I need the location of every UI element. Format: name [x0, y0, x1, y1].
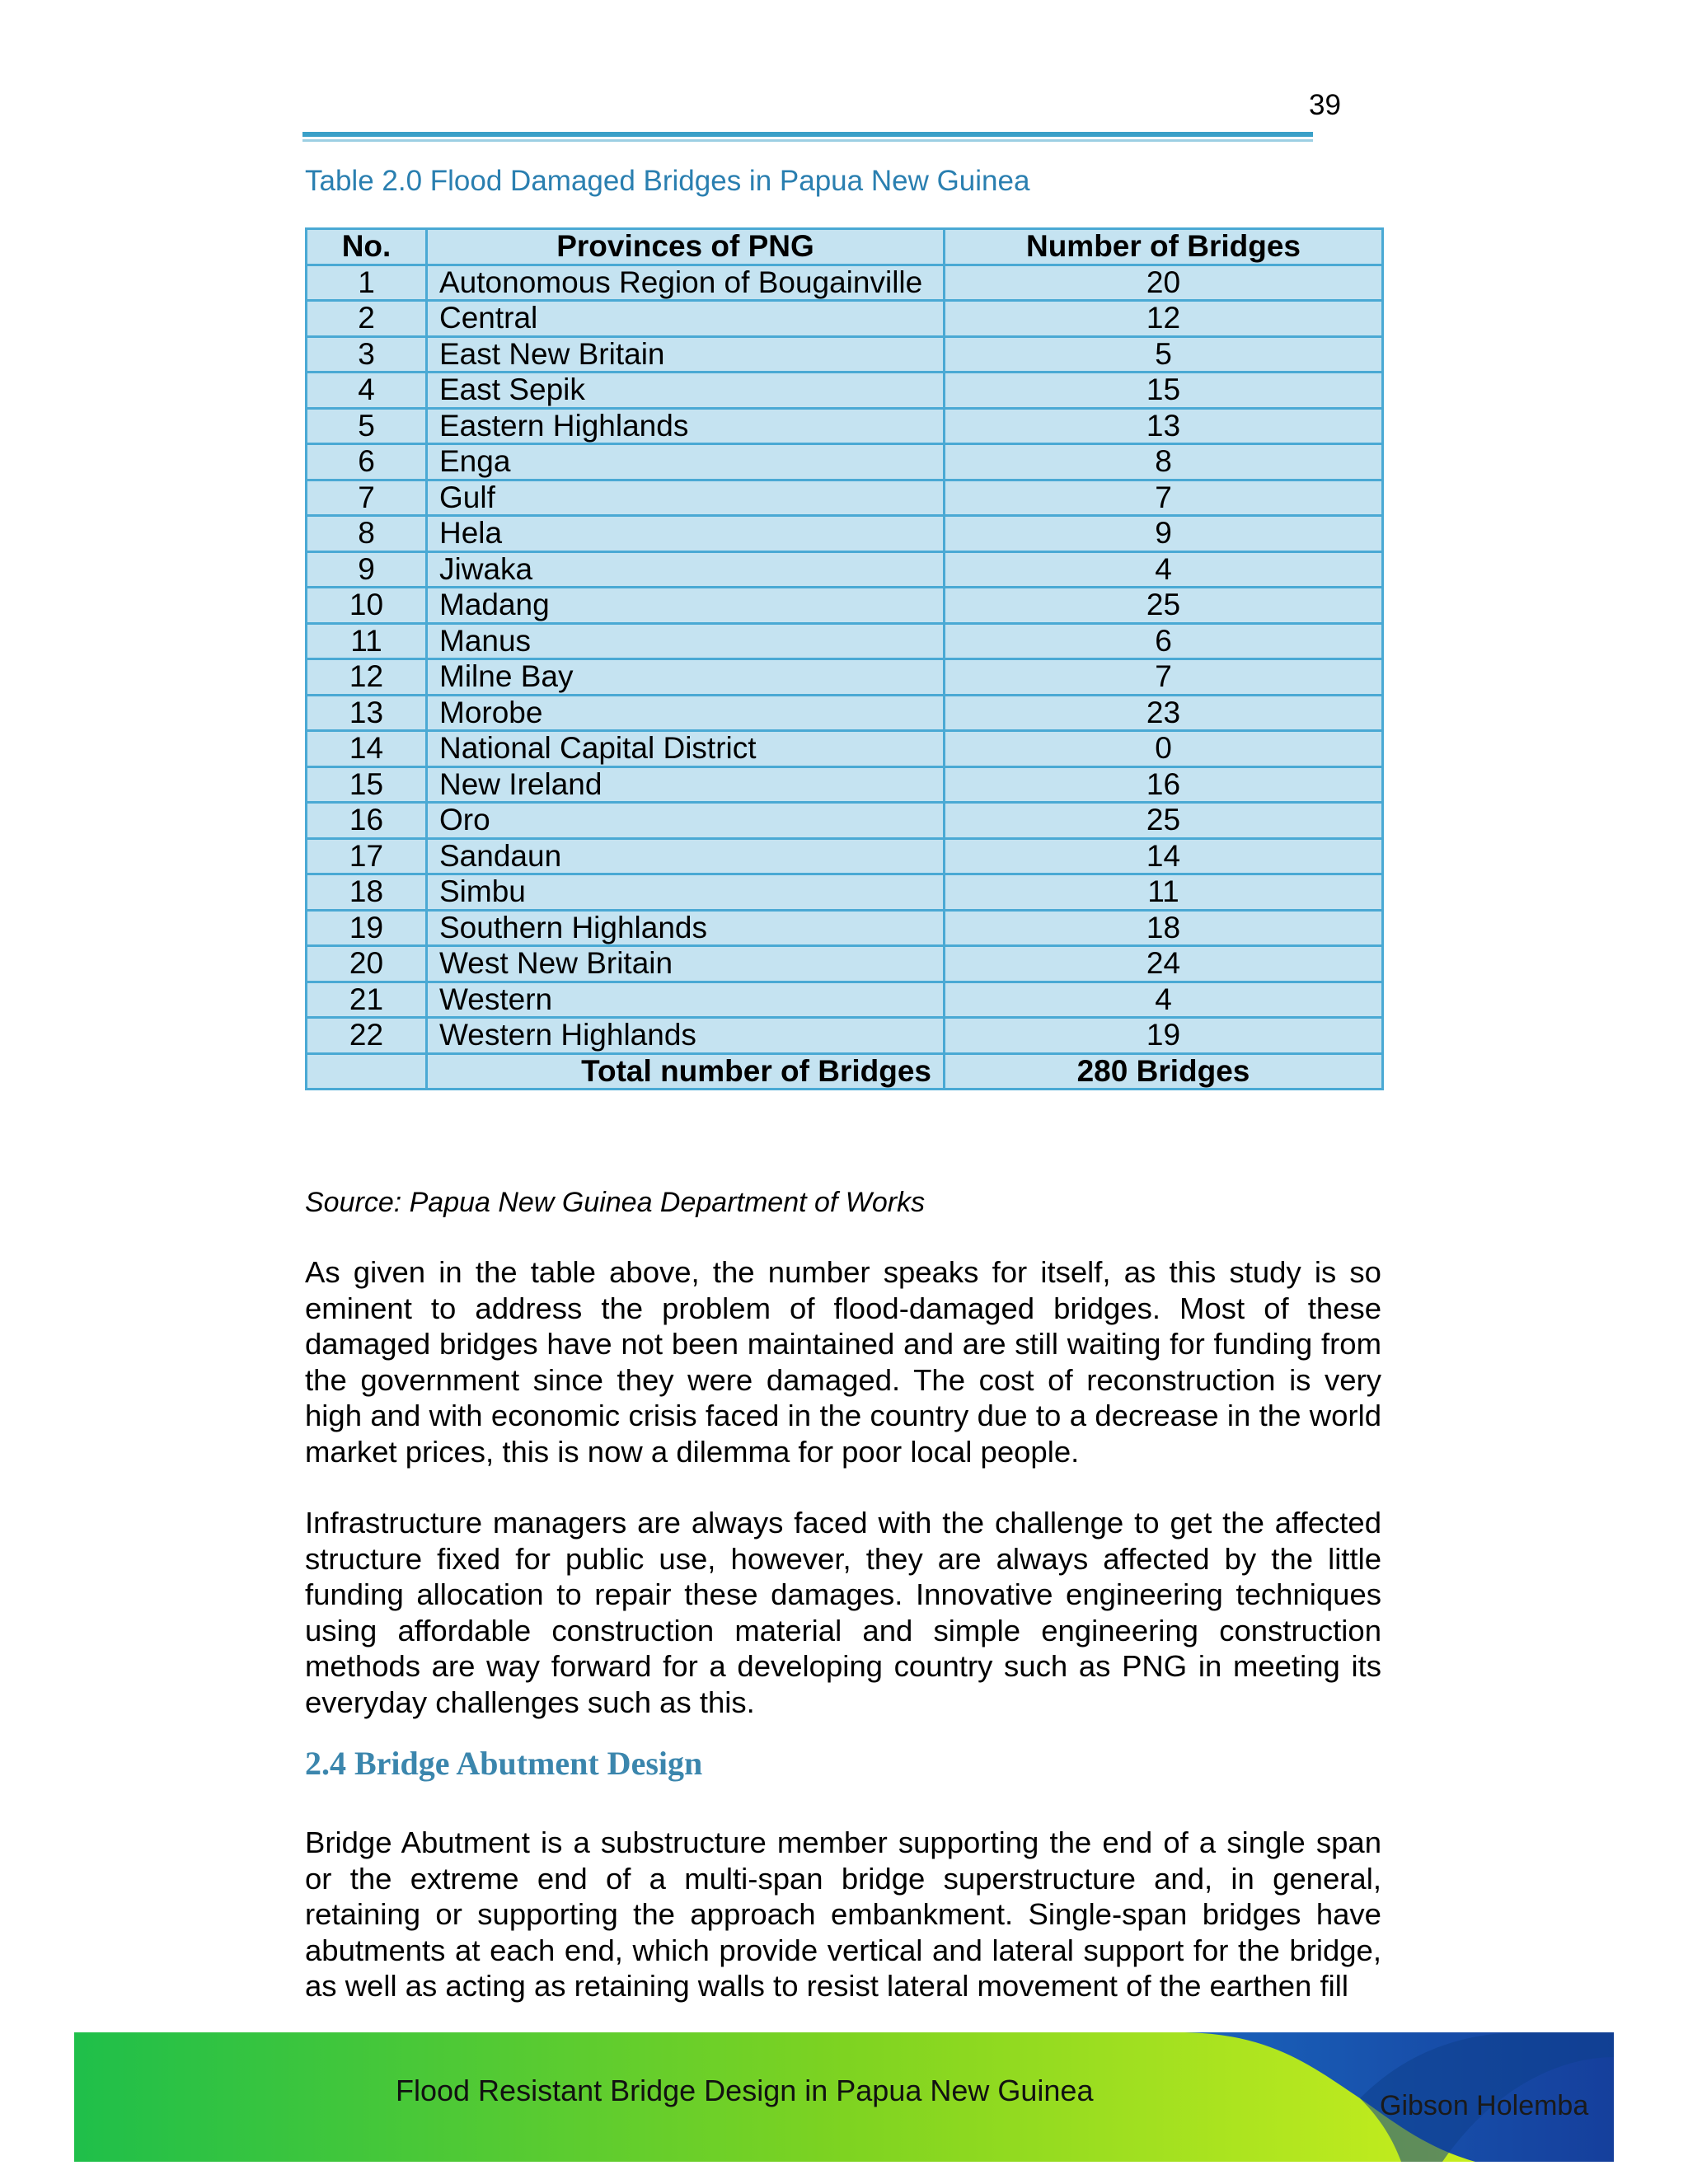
row-bridge-count: 14	[945, 838, 1383, 874]
table-row	[307, 551, 1383, 588]
row-number: 14	[307, 731, 427, 767]
footer-title: Flood Resistant Bridge Design in Papua New Guinea	[396, 2074, 1094, 2107]
row-bridge-count: 7	[945, 659, 1383, 696]
row-bridge-count: 13	[945, 408, 1383, 444]
row-number: 19	[307, 910, 427, 946]
row-number: 7	[307, 480, 427, 516]
table-row	[307, 803, 1383, 839]
row-province: Western Highlands	[427, 1018, 945, 1054]
row-bridge-count: 4	[945, 551, 1383, 588]
row-province: Western	[427, 982, 945, 1018]
row-bridge-count: 15	[945, 373, 1383, 409]
row-number: 10	[307, 588, 427, 624]
table-row	[307, 336, 1383, 373]
header-rule	[302, 132, 1313, 142]
table-row	[307, 373, 1383, 409]
row-number: 9	[307, 551, 427, 588]
body-paragraph-3: Bridge Abutment is a substructure member supporting the end of a single span or the extreme end of a multi-span bridge superstructure and, in general, retaining or supporting the approach embankment. Single-span bridges have abutments at each end, which provide vertical and lateral support for the bridge, as well as acting as retaining walls to resist lateral movement of the earthen fill	[305, 1825, 1381, 2003]
table-row	[307, 588, 1383, 624]
table-body	[307, 265, 1383, 1053]
row-province: National Capital District	[427, 731, 945, 767]
table-row	[307, 516, 1383, 552]
table-row	[307, 444, 1383, 480]
row-bridge-count: 7	[945, 480, 1383, 516]
row-province: Jiwaka	[427, 551, 945, 588]
table-row	[307, 265, 1383, 301]
table-caption: Table 2.0 Flood Damaged Bridges in Papua New Guinea	[305, 165, 1030, 197]
row-number: 13	[307, 695, 427, 731]
row-number: 16	[307, 803, 427, 839]
body-paragraph-1: As given in the table above, the number speaks for itself, as this study is so eminent to address the problem of flood-damaged bridges. Most of these damaged bridges have not been maintained and are still waiting for funding from the government since they were damaged. The cost of reconstruction is very high and with economic crisis faced in the country due to a decrease in the world market prices, this is now a dilemma for poor local people.	[305, 1255, 1381, 1469]
row-number: 20	[307, 946, 427, 982]
row-bridge-count: 20	[945, 265, 1383, 301]
row-bridge-count: 4	[945, 982, 1383, 1018]
row-number: 18	[307, 874, 427, 911]
row-number: 22	[307, 1018, 427, 1054]
table-row	[307, 480, 1383, 516]
row-province: Simbu	[427, 874, 945, 911]
row-bridge-count: 23	[945, 695, 1383, 731]
row-bridge-count: 19	[945, 1018, 1383, 1054]
column-header-no: No.	[307, 229, 427, 265]
row-province: New Ireland	[427, 766, 945, 803]
column-header-count: Number of Bridges	[945, 229, 1383, 265]
row-bridge-count: 6	[945, 623, 1383, 659]
section-heading: 2.4 Bridge Abutment Design	[305, 1745, 703, 1782]
row-province: Eastern Highlands	[427, 408, 945, 444]
row-province: East New Britain	[427, 336, 945, 373]
table-header-row	[307, 229, 1383, 265]
row-province: Autonomous Region of Bougainville	[427, 265, 945, 301]
page-number: 39	[1309, 89, 1341, 121]
table-source-note: Source: Papua New Guinea Department of Works	[305, 1187, 926, 1218]
table-row	[307, 695, 1383, 731]
table-row	[307, 623, 1383, 659]
row-province: Manus	[427, 623, 945, 659]
row-number: 5	[307, 408, 427, 444]
row-number: 2	[307, 301, 427, 337]
total-label: Total number of Bridges	[427, 1053, 945, 1090]
table-row	[307, 301, 1383, 337]
table-row	[307, 659, 1383, 696]
bridges-table	[305, 227, 1384, 1090]
total-empty-cell	[307, 1053, 427, 1090]
row-bridge-count: 16	[945, 766, 1383, 803]
row-province: West New Britain	[427, 946, 945, 982]
row-number: 12	[307, 659, 427, 696]
row-number: 21	[307, 982, 427, 1018]
table-row	[307, 982, 1383, 1018]
row-province: Morobe	[427, 695, 945, 731]
column-header-province: Provinces of PNG	[427, 229, 945, 265]
row-bridge-count: 9	[945, 516, 1383, 552]
row-province: Central	[427, 301, 945, 337]
table-total-row	[307, 1053, 1383, 1090]
row-province: Milne Bay	[427, 659, 945, 696]
row-number: 11	[307, 623, 427, 659]
table-row	[307, 1018, 1383, 1054]
row-number: 3	[307, 336, 427, 373]
row-province: Madang	[427, 588, 945, 624]
row-province: Gulf	[427, 480, 945, 516]
row-number: 17	[307, 838, 427, 874]
row-number: 4	[307, 373, 427, 409]
row-province: Oro	[427, 803, 945, 839]
row-province: Hela	[427, 516, 945, 552]
total-value: 280 Bridges	[945, 1053, 1383, 1090]
table-row	[307, 408, 1383, 444]
row-number: 1	[307, 265, 427, 301]
row-province: East Sepik	[427, 373, 945, 409]
row-number: 8	[307, 516, 427, 552]
row-bridge-count: 0	[945, 731, 1383, 767]
row-province: Southern Highlands	[427, 910, 945, 946]
row-bridge-count: 24	[945, 946, 1383, 982]
table-row	[307, 910, 1383, 946]
footer-author: Gibson Holemba	[1380, 2090, 1589, 2121]
row-number: 6	[307, 444, 427, 480]
row-bridge-count: 5	[945, 336, 1383, 373]
row-bridge-count: 11	[945, 874, 1383, 911]
body-paragraph-2: Infrastructure managers are always faced with the challenge to get the affected structure fixed for public use, however, they are always affected by the little funding allocation to repair these damages. Innovative engineering techniques using affordable construction material and simple engineering construction methods are way forward for a developing country such as PNG in meeting its everyday challenges such as this.	[305, 1506, 1381, 1719]
table-row	[307, 731, 1383, 767]
table-row	[307, 946, 1383, 982]
row-bridge-count: 25	[945, 588, 1383, 624]
row-province: Enga	[427, 444, 945, 480]
table-row	[307, 766, 1383, 803]
table-row	[307, 874, 1383, 911]
row-bridge-count: 25	[945, 803, 1383, 839]
row-bridge-count: 8	[945, 444, 1383, 480]
row-bridge-count: 12	[945, 301, 1383, 337]
table-row	[307, 838, 1383, 874]
row-province: Sandaun	[427, 838, 945, 874]
row-bridge-count: 18	[945, 910, 1383, 946]
row-number: 15	[307, 766, 427, 803]
page-footer	[74, 2032, 1614, 2162]
